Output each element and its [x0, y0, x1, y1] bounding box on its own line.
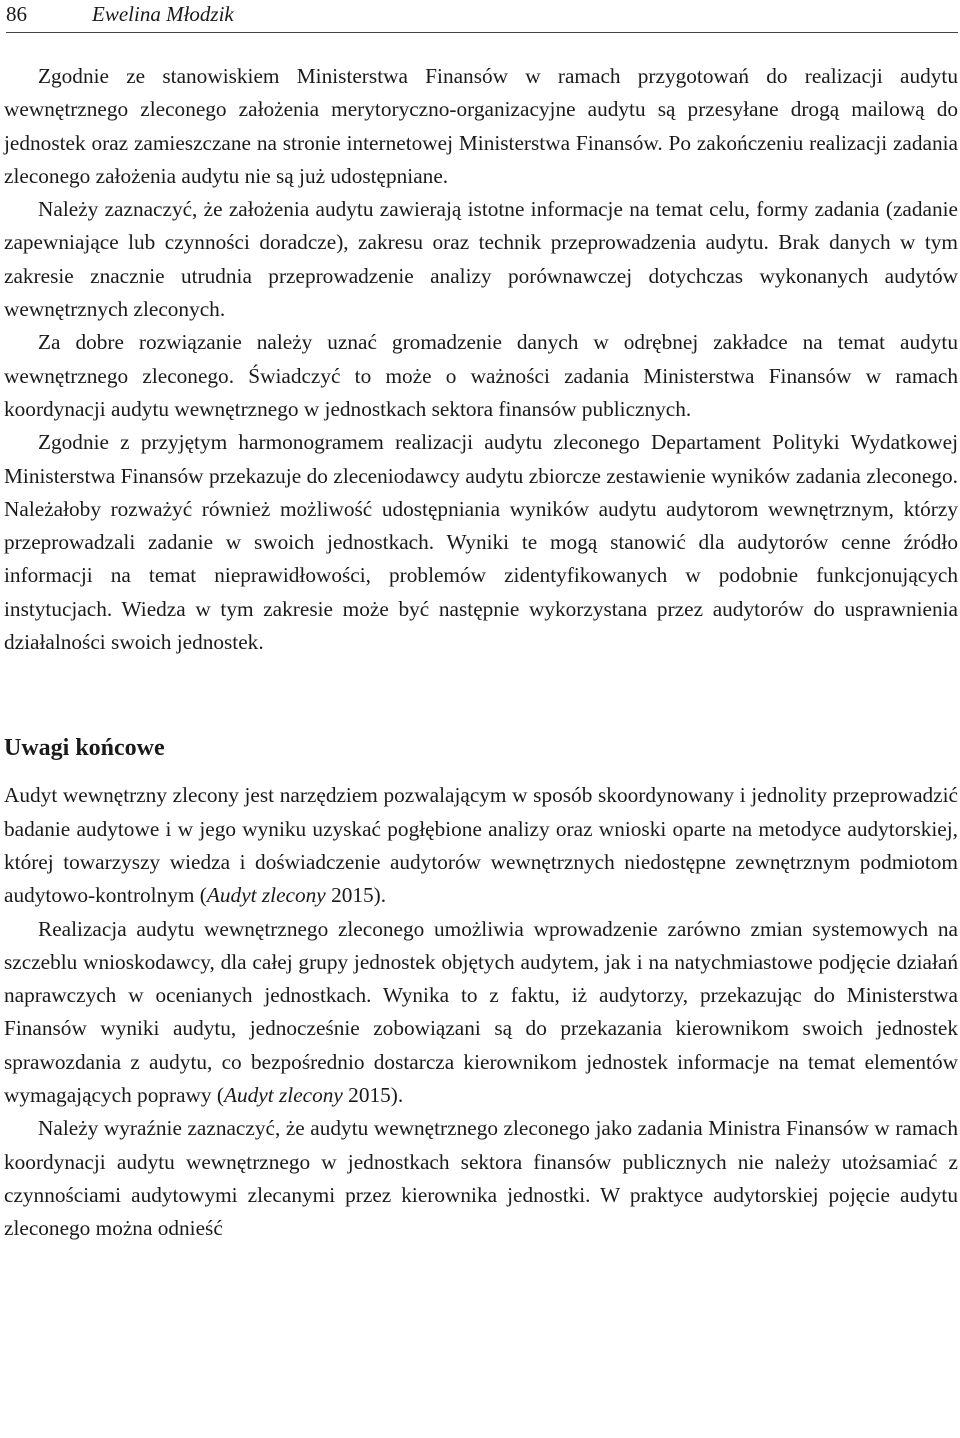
paragraph-data-collection: Za dobre rozwiązanie należy uznać gromadzenie danych w odrębnej zakładce na temat audytu wewnętrznego zleconego. Świadczyć to może o ważności zadania Ministerstwa Finansów w ramach koordynacji audytu wewnętrznego w jednostkach sektora finansów publicznych. — [4, 330, 958, 421]
paragraph-ministry-position: Zgodnie ze stanowiskiem Ministerstwa Finansów w ramach przygotowań do realizacji audytu wewnętrznego zleconego założenia merytoryczno-organizacyjne audytu są przesyłane drogą mailową do jednostek oraz zamieszczane na stronie internetowej Ministerstwa Finansów. Po zakończeniu realizacji zadania zleconego założenia audytu nie są już udostępniane. — [4, 64, 958, 188]
citation-title: Audyt zlecony — [223, 1083, 343, 1108]
citation-year: 2015). — [325, 883, 387, 908]
paragraph-audit-schedule: Zgodnie z przyjętym harmonogramem realizacji audytu zleconego Departament Polityki Wydatkowej Ministerstwa Finansów przekazuje do zleceniodawcy audytu zbiorcze zestawienie wyników zadania zleconego. Należałoby rozważyć również możliwość udostępniania wyników audytu audytorom wewnętrznym, którzy przeprowadzali zadanie w swoich jednostkach. Wyniki te mogą stanowić dla audytorów cenne źródło informacji na temat nieprawidłowości, problemów zidentyfikowanych w podobnie funkcjonujących instytucjach. Wiedza w tym zakresie może być następnie wykorzystana przez audytorów do usprawnienia działalności swoich jednostek. — [4, 430, 958, 655]
paragraph-text: Audyt wewnętrzny zlecony jest narzędziem pozwalającym w sposób skoordynowany i jednolity przeprowadzić badanie audytowe i w jego wyniku uzyskać pogłębione analizy oraz wnioski oparte na metodyce audytorskiej, której towarzyszy wiedza i doświadczenie audytorów wewnętrznych niedostępne zewnętrznym podmiotom audytowo-kontrolnym ( — [4, 783, 958, 908]
paragraph-text: Realizacja audytu wewnętrznego zleconego umożliwia wprowadzenie zarówno zmian systemowych na szczeblu wnioskodawcy, dla całej grupy jednostek objętych audytem, jak i na natychmiastowe podjęcie działań naprawczych w ocenianych jednostkach. Wynika to z faktu, iż audytorzy, przekazując do Ministerstwa Finansów wyniki audytu, jednocześnie zobowiązani są do przekazania kierownikom swoich jednostek sprawozdania z audytu, co bezpośrednio dostarcza kierownikom jednostek informacje na temat elementów wymagających poprawy ( — [4, 916, 958, 1108]
section-heading: Uwagi końcowe — [4, 735, 165, 762]
paragraph-audit-assumptions: Należy zaznaczyć, że założenia audytu zawierają istotne informacje na temat celu, formy zadania (zadanie zapewniające lub czynności doradcze), zakresu oraz technik przeprowadzenia audytu. Brak danych w tym zakresie znacznie utrudnia przeprowadzenie analizy porównawczej dotychczas wykonanych audytów wewnętrznych zleconych. — [4, 197, 958, 322]
citation-year: 2015). — [342, 1083, 404, 1108]
paragraph-conclusion-1 — [4, 779, 958, 912]
running-header — [6, 0, 958, 33]
paragraph-conclusion-3: Należy wyraźnie zaznaczyć, że audytu wewnętrznego zleconego jako zadania Ministra Finansów w ramach koordynacji audytu wewnętrznego w jednostkach sektora finansów publicznych nie należy utożsamiać z czynnościami audytowymi zlecanymi przez kierownika jednostki. W praktyce audytorskiej pojęcie audytu zleconego można odnieść — [4, 1116, 958, 1241]
page-body — [4, 60, 958, 1246]
running-author: Ewelina Młodzik — [92, 2, 234, 26]
page-number: 86 — [6, 2, 27, 26]
citation-title: Audyt zlecony — [206, 883, 326, 908]
paragraph-conclusion-2 — [4, 913, 958, 1113]
